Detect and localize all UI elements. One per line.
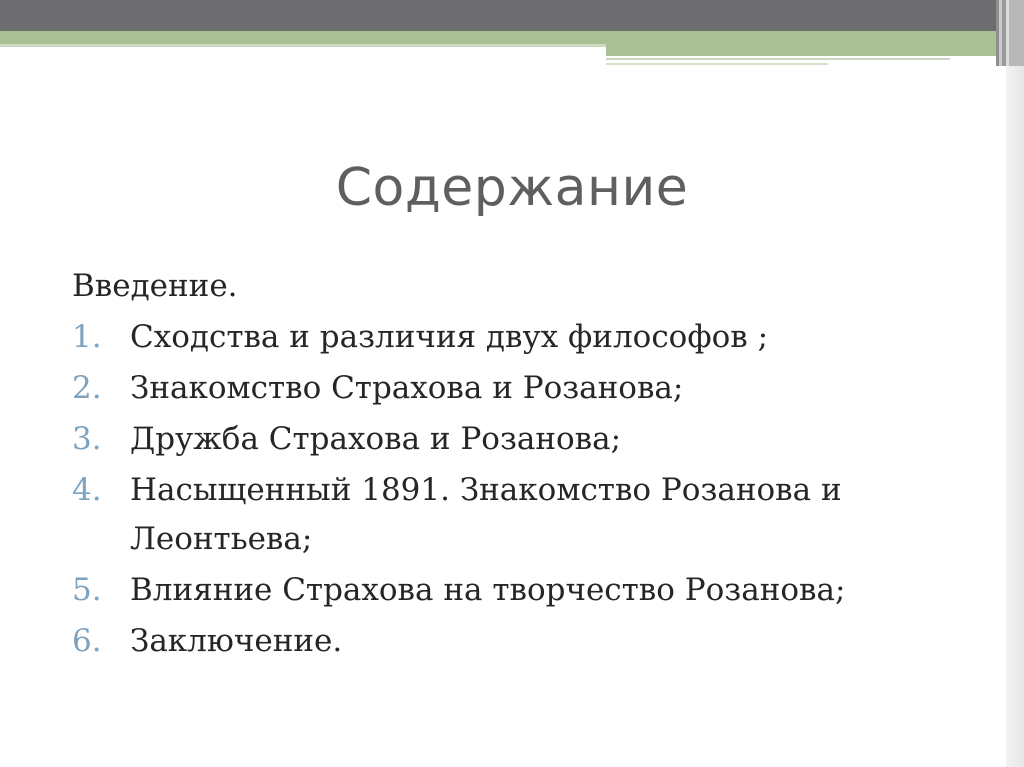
list-item-text: Влияние Страхова на творчество Розанова; [130,572,846,608]
header-band-dark [0,0,1006,31]
list-item [72,415,972,464]
list-number: 4. [72,472,102,508]
list-item [72,313,972,362]
list-item-text: Сходства и различия двух философов ; [130,319,769,355]
slide-content [72,262,972,668]
list-item [72,566,972,615]
list-item-text: Дружба Страхова и Розанова; [130,421,622,457]
intro-line: Введение. [72,268,238,304]
header-band-green-right [606,44,1006,56]
slide-title: Содержание [335,158,689,218]
list-number: 5. [72,572,102,608]
header-accent-line [606,58,950,60]
header-band-right-stripes [996,0,1024,66]
list-number: 1. [72,319,102,355]
list-item-text: Заключение. [130,623,343,659]
list-number: 6. [72,623,102,659]
list-item [72,364,972,413]
list-item [72,466,972,564]
list-number: 3. [72,421,102,457]
slide-right-edge [1006,0,1024,767]
list-number: 2. [72,370,102,406]
list-item-text: Знакомство Страхова и Розанова; [130,370,684,406]
header-band-green [0,31,1006,44]
header-accent-line-short [606,63,828,65]
list-item-text: Насыщенный 1891. Знакомство Розанова и Леонтьева; [130,472,842,557]
header-band-green-light [0,44,606,47]
contents-list [72,313,972,666]
list-item [72,617,972,666]
